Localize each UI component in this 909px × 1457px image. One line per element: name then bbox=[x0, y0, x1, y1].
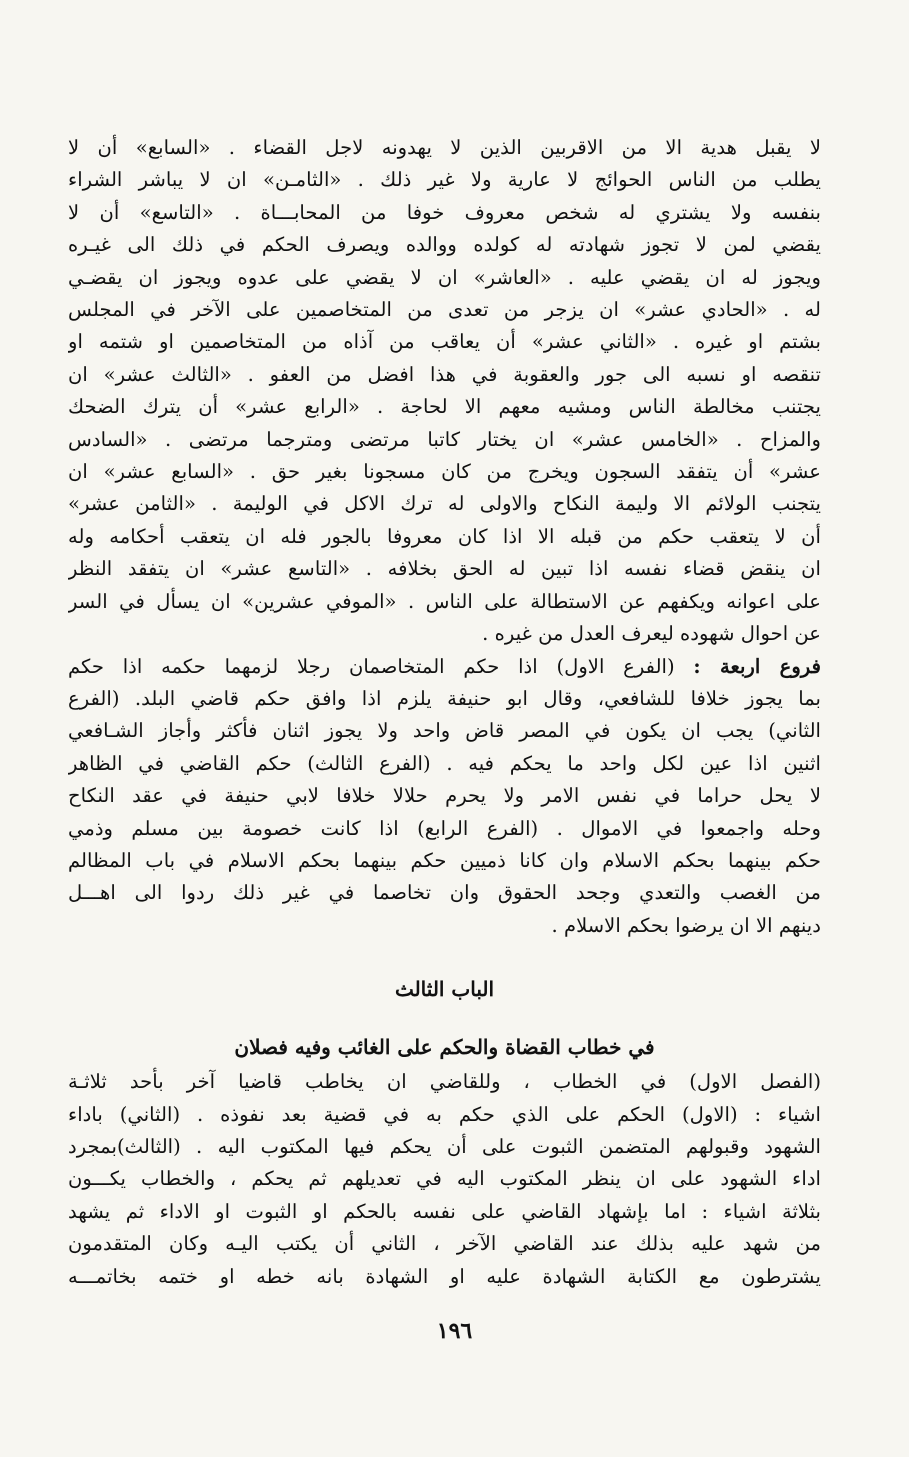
text-line: يجتنب مخالطة الناس ومشيه معهم الا لحاجة . «الرابع عشر» أن يترك الضحك bbox=[68, 395, 821, 419]
text-line: بثلاثة اشياء : اما بإشهاد القاضي على نفسه بالحكم او الثبوت او الاداء ثم يشهد bbox=[68, 1199, 821, 1223]
text-line: على اعوانه ويكفهم عن الاستطالة على الناس . «الموفي عشرين» ان يسأل في السر bbox=[68, 589, 821, 613]
text-line: ان ينقض قضاء نفسه اذا تبين له الحق بخلافه . «التاسع عشر» ان يتفقد النظر bbox=[68, 557, 821, 581]
text-line: الشهود وقبولهم المتضمن الثبوت على أن يحكم فيها المكتوب اليه . (الثالث)بمجرد bbox=[68, 1134, 821, 1158]
paragraph-four-branches bbox=[68, 651, 821, 943]
text-line: بنفسه ولا يشتري له شخص معروف خوفا من المحابـــاة . «التاسع» أن لا bbox=[68, 200, 821, 224]
text-line: (الفصل الاول) في الخطاب ، وللقاضي ان يخاطب قاضيا آخر بأحد ثلاثـة bbox=[68, 1070, 821, 1094]
text-line: له . «الحادي عشر» ان يزجر من تعدى من المتخاصمين على الآخر في المجلس bbox=[68, 298, 821, 322]
text-line: لا يقبل هدية الا من الاقربين الذين لا يهدونه لاجل القضاء . «السابع» أن لا bbox=[68, 136, 821, 159]
text-line: عشر» أن يتفقد السجون ويخرج من كان مسجونا بغير حق . «السابع عشر» ان bbox=[68, 460, 821, 484]
text-line: يطلب من الناس الحوائج لا عارية ولا غير ذلك . «الثامـن» ان لا يباشر الشراء bbox=[68, 168, 821, 192]
text-line: يقضي لمن لا تجوز شهادته له كولده ووالده ويصرف الحكم في ذلك الى غيـره bbox=[68, 233, 821, 257]
text-line: اثنين اذا عين لكل واحد ما يحكم فيه . (الفرع الثالث) حكم القاضي في الظاهر bbox=[68, 751, 821, 775]
branches-lead: فروع اربعة : bbox=[693, 654, 821, 678]
section-heading: في خطاب القضاة والحكم على الغائب وفيه فصلان bbox=[234, 1035, 655, 1060]
text-line: من الغصب والتعدي وجحد الحقوق وان تخاصما في غير ذلك ردوا الى اهـــل bbox=[68, 881, 821, 905]
page-number: ١٩٦ bbox=[436, 1318, 473, 1344]
text-span: (الفرع الاول) اذا حكم المتخاصمان رجلا لزمهما حكمه اذا حكم bbox=[68, 654, 694, 678]
text-line: اشياء : (الاول) الحكم على الذي حكم به في قضية بعد نفوذه . (الثاني) باداء bbox=[68, 1102, 821, 1126]
text-line: يشترطون مع الكتابة الشهادة عليه او الشهادة بانه خطه او ختمه بخاتمـــه bbox=[68, 1264, 821, 1288]
text-line: بشتم او غيره . «الثاني عشر» أن يعاقب من آذاه من المتخاصمين او شتمه او bbox=[68, 330, 821, 354]
text-line: ويجوز له ان يقضي عليه . «العاشر» ان لا يقضي على عدوه ويجوز ان يقضـي bbox=[68, 265, 821, 289]
text-line: من شهد عليه بذلك عند القاضي الآخر ، الثاني أن يكتب اليـه وكان المتقدمون bbox=[68, 1232, 821, 1256]
text-line: اداء الشهود على ان ينظر المكتوب اليه في تعديلهم ثم يحكم ، والخطاب يكـــون bbox=[68, 1167, 821, 1191]
chapter-heading: الباب الثالث bbox=[394, 977, 495, 1002]
text-line: عن احوال شهوده ليعرف العدل من غيره . bbox=[482, 622, 821, 646]
text-line bbox=[68, 651, 821, 683]
text-line: أن لا يتعقب حكم من قبله الا اذا كان معروفا بالجور فله ان يتعقب أحكامه وله bbox=[68, 524, 821, 548]
text-line: حكم بينهما بحكم الاسلام وان كانا ذميين حكم بينهما بحكم الاسلام في باب المظالم bbox=[68, 848, 821, 872]
paragraph-judge-duties bbox=[68, 132, 821, 651]
text-line: لا يحل حراما في نفس الامر ولا يحرم حلالا خلافا لابي حنيفة في عقد النكاح bbox=[68, 784, 821, 808]
paragraph-judges-correspondence bbox=[68, 1066, 821, 1293]
text-line: تنقصه او نسبه الى جور والعقوبة في هذا افضل من العفو . «الثالث عشر» ان bbox=[68, 362, 821, 386]
text-line: بما يجوز خلافا للشافعي، وقال ابو حنيفة يلزم اذا وافق حكم قاضي البلد. (الفرع bbox=[68, 686, 821, 710]
text-line: دينهم الا ان يرضوا بحكم الاسلام . bbox=[551, 913, 821, 937]
text-line: والمزاح . «الخامس عشر» ان يختار كاتبا مرتضى ومترجما مرتضى . «السادس bbox=[68, 427, 821, 451]
text-line: وحله واجمعوا في الاموال . (الفرع الرابع) اذا كانت خصومة بين مسلم وذمي bbox=[68, 816, 821, 840]
text-line: الثاني) يجب ان يكون في المصر قاض واحد ولا يجوز اثنان فأكثر وأجاز الشـافعي bbox=[68, 719, 821, 743]
text-line: يتجنب الولائم الا وليمة النكاح والاولى له ترك الاكل في الوليمة . «الثامن عشر» bbox=[68, 492, 821, 516]
